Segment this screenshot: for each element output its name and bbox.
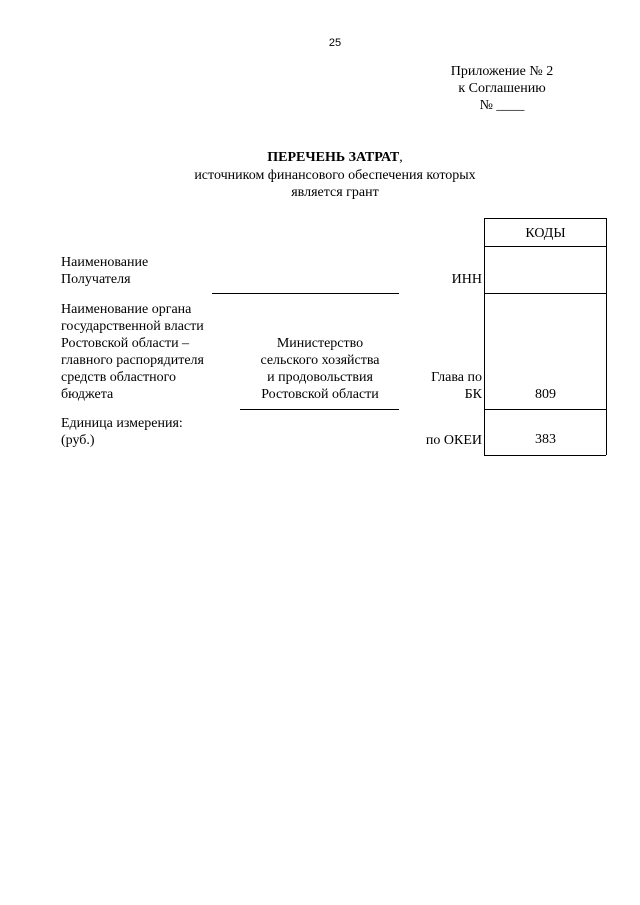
page-number: 25: [328, 37, 342, 49]
unit-label-line2: (руб.): [61, 433, 95, 448]
appendix-title: Приложение № 2: [450, 64, 554, 79]
authority-value-line4: Ростовской области: [261, 387, 379, 402]
recipient-label-line1: Наименование: [61, 255, 149, 270]
codes-row1-divider: [484, 293, 606, 294]
bk-label-line1: Глава по: [431, 370, 482, 385]
inn-label: ИНН: [451, 272, 482, 287]
authority-label-line4: главного распорядителя: [61, 353, 204, 368]
title-line-2: источником финансового обеспечения которых: [194, 168, 476, 183]
title-line-3: является грант: [291, 185, 379, 200]
unit-label-line1: Единица измерения:: [61, 416, 183, 431]
codes-left-border: [484, 218, 485, 455]
authority-value-line1: Министерство: [276, 336, 364, 351]
codes-bottom-border: [484, 455, 606, 456]
authority-label-line3: Ростовской области –: [61, 336, 190, 351]
codes-row2-divider: [484, 409, 606, 410]
title-main: ПЕРЕЧЕНЬ ЗАТРАТ: [267, 150, 400, 165]
codes-header: КОДЫ: [525, 226, 566, 241]
code-okei-value: 383: [535, 432, 556, 447]
authority-value-line3: и продовольствия: [267, 370, 373, 385]
codes-top-border: [484, 218, 606, 219]
authority-underline: [240, 409, 399, 410]
authority-label-line5: средств областного: [61, 370, 177, 385]
authority-label-line1: Наименование органа: [61, 302, 192, 317]
authority-value-line2: сельского хозяйства: [260, 353, 380, 368]
authority-label-line2: государственной власти: [61, 319, 204, 334]
codes-right-border: [606, 218, 607, 455]
okei-label: по ОКЕИ: [425, 433, 482, 448]
bk-label-line2: БК: [464, 387, 482, 402]
appendix-agreement: к Соглашению: [458, 81, 546, 96]
recipient-underline: [212, 293, 399, 294]
appendix-number: № ____: [479, 98, 525, 113]
title-main-suffix: ,: [399, 150, 403, 165]
code-bk-value: 809: [535, 387, 556, 402]
authority-label-line6: бюджета: [61, 387, 114, 402]
title-main-line: [160, 150, 510, 166]
recipient-label-line2: Получателя: [61, 272, 131, 287]
codes-header-divider: [484, 246, 606, 247]
